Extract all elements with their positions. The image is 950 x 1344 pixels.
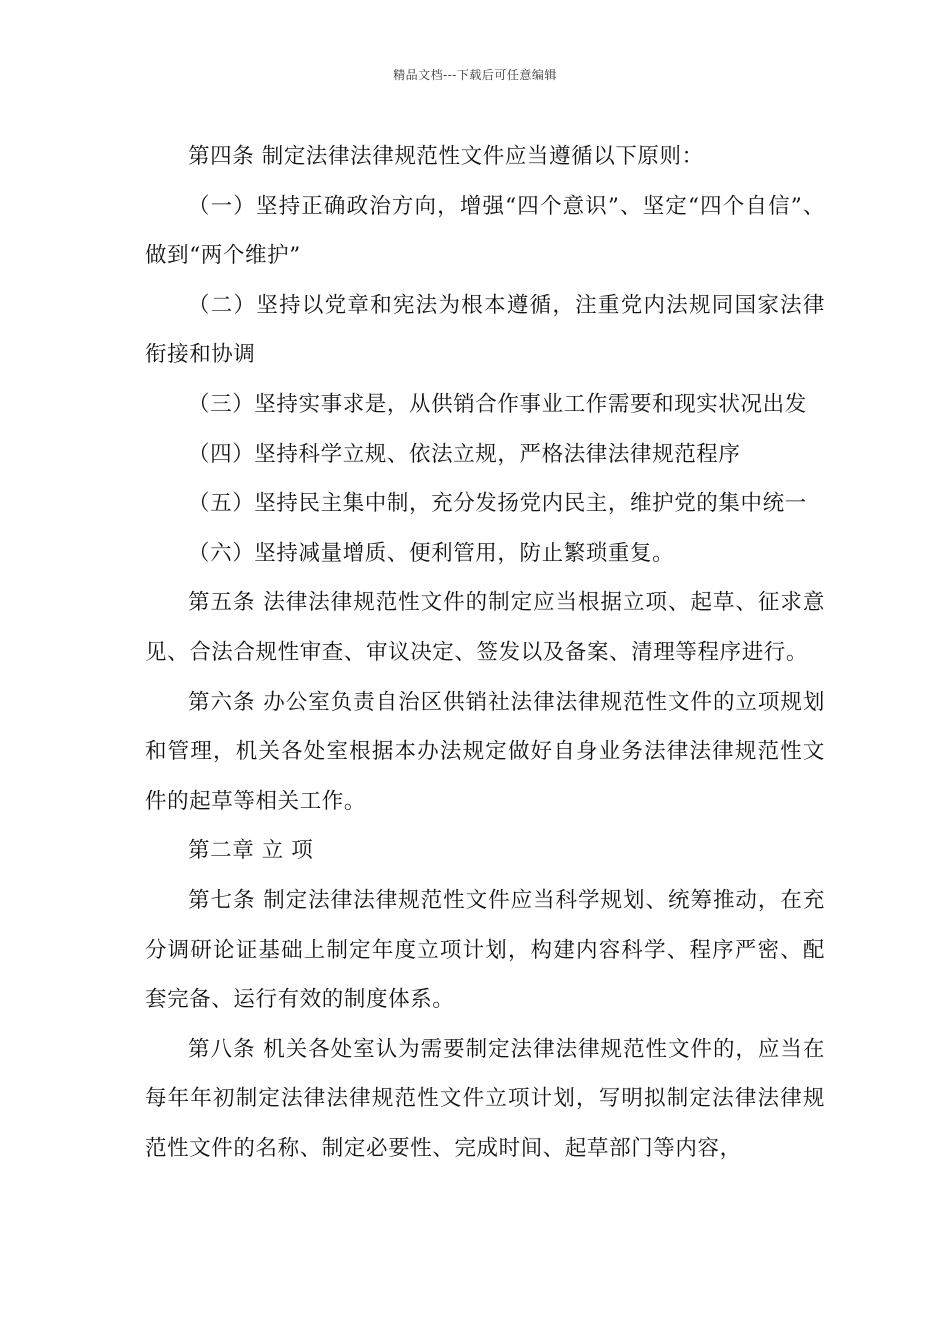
document-body xyxy=(145,132,825,1173)
article-8: 第八条 机关各处室认为需要制定法律法律规范性文件的，应当在每年年初制定法律法律规范性文件立项计划，写明拟制定法律法律规范性文件的名称、制定必要性、完成时间、起草部门等内容， xyxy=(145,1036,825,1161)
article-7: 第七条 制定法律法律规范性文件应当科学规划、统筹推动，在充分调研论证基础上制定年度立项计划，构建内容科学、程序严密、配套完备、运行有效的制度体系。 xyxy=(145,887,825,1013)
principle-1: （一）坚持正确政治方向，增强“四个意识”、坚定“四个自信”、做到“两个维护” xyxy=(145,193,825,269)
page-header: 精品文档---下载后可任意编辑 xyxy=(393,68,557,82)
principle-5: （五）坚持民主集中制，充分发扬党内民主，维护党的集中统一 xyxy=(188,491,807,517)
article-6: 第六条 办公室负责自治区供销社法律法律规范性文件的立项规划和管理，机关各处室根据本办法规定做好自身业务法律法律规范性文件的起草等相关工作。 xyxy=(145,689,825,814)
principle-6: （六）坚持减量增质、便利管用，防止繁琐重复。 xyxy=(188,540,675,566)
principle-4: （四）坚持科学立规、依法立规，严格法律法律规范程序 xyxy=(188,441,741,467)
principle-2: （二）坚持以党章和宪法为根本遵循，注重党内法规同国家法律衔接和协调 xyxy=(145,292,825,368)
principle-3: （三）坚持实事求是，从供销合作事业工作需要和现实状况出发 xyxy=(188,391,807,417)
chapter-2-title: 第二章 立 项 xyxy=(188,838,314,864)
article-5: 第五条 法律法律规范性文件的制定应当根据立项、起草、征求意见、合法合规性审查、审议决定、签发以及备案、清理等程序进行。 xyxy=(145,590,825,665)
article-4-heading: 第四条 制定法律法律规范性文件应当遵循以下原则： xyxy=(188,144,704,169)
